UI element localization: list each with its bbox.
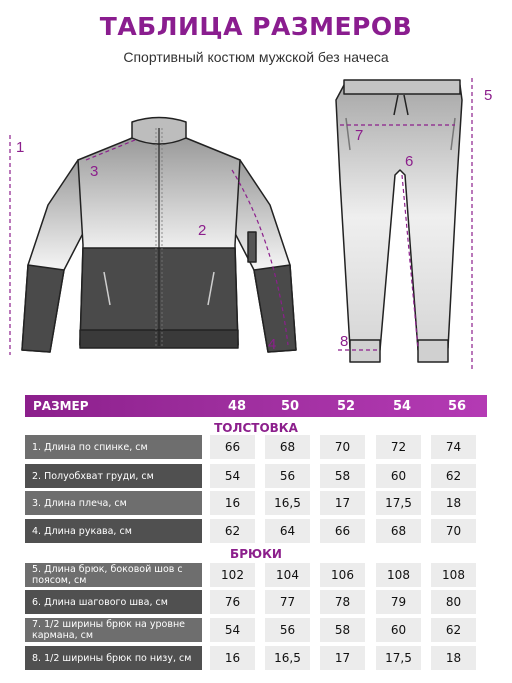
size-value-cell: 104	[265, 563, 310, 587]
size-value-cell: 68	[376, 519, 421, 543]
page-title: ТАБЛИЦА РАЗМЕРОВ	[99, 12, 413, 41]
size-value-cell: 108	[431, 563, 476, 587]
size-value-cell: 60	[376, 618, 421, 642]
page-subtitle: Спортивный костюм мужской без начеса	[123, 49, 389, 65]
size-value-cell: 56	[265, 618, 310, 642]
size-value-cell: 17	[320, 646, 365, 670]
marker-7: 7	[355, 127, 364, 144]
size-value-cell: 102	[210, 563, 255, 587]
size-col-header: 52	[336, 399, 356, 414]
size-value-cell: 17,5	[376, 491, 421, 515]
size-value-cell: 62	[431, 464, 476, 488]
size-header-bar	[25, 395, 487, 417]
size-value-cell: 54	[210, 618, 255, 642]
jacket-illustration	[22, 118, 296, 353]
size-value-cell: 70	[431, 519, 476, 543]
size-value-cell: 16	[210, 491, 255, 515]
size-value-cell: 78	[320, 590, 365, 614]
size-value-cell: 58	[320, 464, 365, 488]
size-value-cell: 18	[431, 646, 476, 670]
size-value-cell: 70	[320, 435, 365, 459]
pants-illustration	[336, 80, 462, 362]
size-value-cell: 62	[210, 519, 255, 543]
row-label: 2. Полуобхват груди, см	[25, 464, 202, 488]
row-label: 5. Длина брюк, боковой шов с поясом, см	[25, 563, 202, 587]
size-value-cell: 108	[376, 563, 421, 587]
row-label: 6. Длина шагового шва, см	[25, 590, 202, 614]
garment-illustration	[0, 70, 512, 380]
row-label: 7. 1/2 ширины брюк на уровне кармана, см	[25, 618, 202, 642]
marker-5: 5	[484, 87, 493, 104]
size-value-cell: 17,5	[376, 646, 421, 670]
marker-1: 1	[16, 139, 25, 156]
size-value-cell: 77	[265, 590, 310, 614]
size-value-cell: 58	[320, 618, 365, 642]
marker-6: 6	[405, 153, 414, 170]
size-value-cell: 18	[431, 491, 476, 515]
row-label: 3. Длина плеча, см	[25, 491, 202, 515]
size-col-header: 56	[447, 399, 467, 414]
marker-3: 3	[90, 163, 99, 180]
size-header-label: РАЗМЕР	[33, 399, 89, 413]
size-value-cell: 80	[431, 590, 476, 614]
section-top-heading: ТОЛСТОВКА	[214, 421, 298, 435]
size-value-cell: 56	[265, 464, 310, 488]
size-value-cell: 68	[265, 435, 310, 459]
size-col-header: 54	[392, 399, 412, 414]
size-value-cell: 54	[210, 464, 255, 488]
marker-2: 2	[198, 222, 207, 239]
size-value-cell: 16,5	[265, 491, 310, 515]
row-label: 8. 1/2 ширины брюк по низу, см	[25, 646, 202, 670]
size-value-cell: 16	[210, 646, 255, 670]
size-value-cell: 76	[210, 590, 255, 614]
marker-8: 8	[340, 333, 349, 350]
row-label: 4. Длина рукава, см	[25, 519, 202, 543]
section-pants-heading: БРЮКИ	[230, 547, 282, 561]
size-value-cell: 64	[265, 519, 310, 543]
size-value-cell: 72	[376, 435, 421, 459]
marker-4: 4	[268, 336, 277, 353]
size-col-header: 50	[280, 399, 300, 414]
size-value-cell: 60	[376, 464, 421, 488]
size-value-cell: 66	[320, 519, 365, 543]
size-col-header: 48	[227, 399, 247, 414]
row-label: 1. Длина по спинке, см	[25, 435, 202, 459]
size-value-cell: 62	[431, 618, 476, 642]
size-value-cell: 74	[431, 435, 476, 459]
size-value-cell: 106	[320, 563, 365, 587]
size-value-cell: 16,5	[265, 646, 310, 670]
size-value-cell: 66	[210, 435, 255, 459]
size-value-cell: 17	[320, 491, 365, 515]
size-value-cell: 79	[376, 590, 421, 614]
